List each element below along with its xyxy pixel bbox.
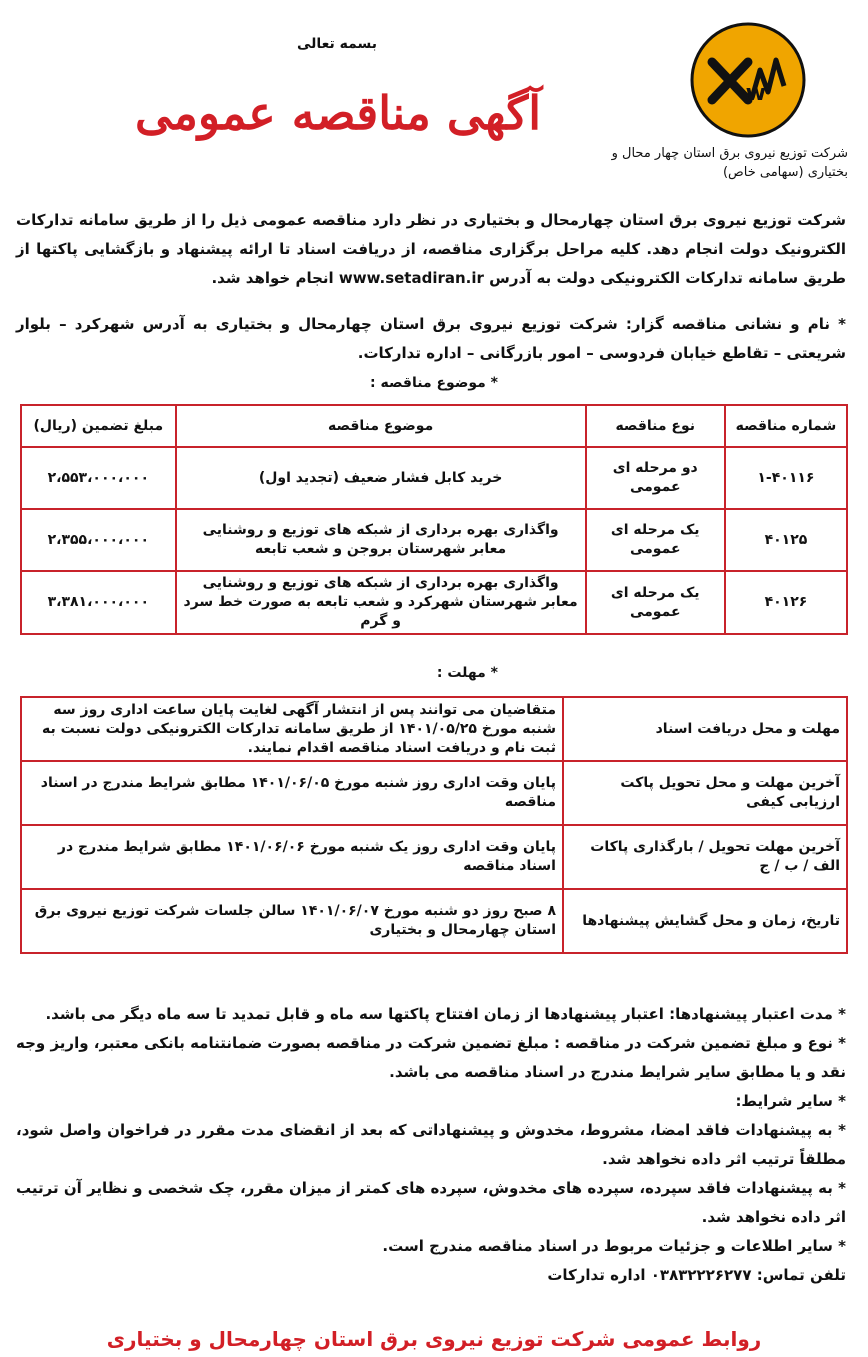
condition-item: * به پیشنهادات فاقد سپرده، سپرده های مخدوش، سپرده های کمتر از میزان مقرر، چک شخصی و نظایر آن ترتیب اثر داده نخواهد شد. <box>16 1179 846 1226</box>
deadline-value: ۸ صبح روز دو شنبه مورخ ۱۴۰۱/۰۶/۰۷ سالن جلسات شرکت توزیع نیروی برق استان چهارمحال و بختیاری <box>21 889 563 953</box>
company-logo <box>688 20 808 140</box>
cell-type: یک مرحله ای عمومی <box>586 571 725 634</box>
svg-text:w: w <box>745 81 766 106</box>
conditions-block <box>16 1000 846 1290</box>
intro-paragraph: شرکت توزیع نیروی برق استان چهارمحال و بختیاری در نظر دارد مناقصه عمومی ذیل را از طریق سامانه تدارکات الکترونیک دولت انجام دهد. کلیه مراحل برگزاری مناقصه، از دریافت اسناد تا ارائه پیشنهاد و بازگشایی پاکتها از طریق سامانه تدارکات الکترونیکی دولت به آدرس www.setadiran.ir انجام خواهد شد. <box>16 211 846 287</box>
cell-subject: واگذاری بهره برداری از شبکه های توزیع و روشنایی معابر شهرستان شهرکرد و شعب تابعه به صورت خط سرد و گرم <box>176 571 586 634</box>
footer-public-relations: روابط عمومی شرکت توزیع نیروی برق استان چهارمحال و بختیاری <box>106 1327 762 1351</box>
deadline-heading: * مهلت : <box>436 665 498 681</box>
cell-number: ۴۰۱۲۵ <box>725 509 847 571</box>
header-number: شماره مناقصه <box>725 405 847 447</box>
other-conditions-heading: * سایر شرایط: <box>735 1092 846 1110</box>
subject-heading: * موضوع مناقصه : <box>370 375 498 391</box>
guarantee-paragraph: * نوع و مبلغ تضمین شرکت در مناقصه : مبلغ تضمین شرکت در مناقصه بصورت ضمانتنامه بانکی معتبر، واریز وجه نقد و یا مطابق سایر شرایط مندرج در اسناد مناقصه می باشد. <box>16 1034 846 1081</box>
basmala: بسمه تعالی <box>296 36 378 52</box>
table-row <box>21 697 847 761</box>
cell-amount: ۲،۵۵۳،۰۰۰،۰۰۰ <box>21 447 176 509</box>
table-row <box>21 571 847 634</box>
cell-number: ۱-۴۰۱۱۶ <box>725 447 847 509</box>
cell-type: یک مرحله ای عمومی <box>586 509 725 571</box>
deadline-label: مهلت و محل دریافت اسناد <box>563 697 847 761</box>
deadline-value: متقاضیان می توانند پس از انتشار آگهی لغایت پایان ساعت اداری روز سه شنبه مورخ ۱۴۰۱/۰۵/۲۵ از طریق سامانه تدارکات الکترونیکی دولت نسبت به ثبت نام و دریافت اسناد مناقصه اقدام نمایند. <box>21 697 563 761</box>
table-header-row <box>21 405 847 447</box>
cell-amount: ۳،۳۸۱،۰۰۰،۰۰۰ <box>21 571 176 634</box>
condition-item: * به پیشنهادات فاقد امضا، مشروط، مخدوش و پیشنهاداتی که بعد از انقضای مدت مقرر در فراخوان واصل شود، مطلقاً ترتیب اثر داده نخواهد شد. <box>16 1121 846 1168</box>
header-amount: مبلغ تضمین (ریال) <box>21 405 176 447</box>
company-name: شرکت توزیع نیروی برق استان چهار محال و بختیاری (سهامی خاص) <box>611 146 848 180</box>
cell-amount: ۲،۳۵۵،۰۰۰،۰۰۰ <box>21 509 176 571</box>
table-row <box>21 761 847 825</box>
deadline-label: آخرین مهلت و محل تحویل پاکت ارزیابی کیفی <box>563 761 847 825</box>
table-row <box>21 447 847 509</box>
cell-type: دو مرحله ای عمومی <box>586 447 725 509</box>
deadline-label: آخرین مهلت تحویل / بارگذاری پاکات الف / ب / ج <box>563 825 847 889</box>
header-type: نوع مناقصه <box>586 405 725 447</box>
table-row <box>21 509 847 571</box>
cell-subject: واگذاری بهره برداری از شبکه های توزیع و روشنایی معابر شهرستان بروجن و شعب تابعه <box>176 509 586 571</box>
page-title: آگهی مناقصه عمومی <box>134 86 542 140</box>
table-row <box>21 889 847 953</box>
organizer-paragraph: * نام و نشانی مناقصه گزار: شرکت توزیع نیروی برق استان چهارمحال و بختیاری به آدرس شهرکرد – بلوار شریعتی – تقاطع خیابان فردوسی – امور بازرگانی – اداره تدارکات. <box>16 315 846 362</box>
tender-table <box>20 404 848 635</box>
deadline-table <box>20 696 848 954</box>
table-row <box>21 825 847 889</box>
deadline-value: پایان وقت اداری روز شنبه مورخ ۱۴۰۱/۰۶/۰۵ مطابق شرایط مندرج در اسناد مناقصه <box>21 761 563 825</box>
cell-number: ۴۰۱۲۶ <box>725 571 847 634</box>
cell-subject: خرید کابل فشار ضعیف (تجدید اول) <box>176 447 586 509</box>
deadline-label: تاریخ، زمان و محل گشایش پیشنهادها <box>563 889 847 953</box>
contact-phone: تلفن تماس: ۰۳۸۳۲۲۲۶۲۷۷ اداره تدارکات <box>547 1266 846 1284</box>
condition-item: * سایر اطلاعات و جزئیات مربوط در اسناد مناقصه مندرج است. <box>382 1237 846 1255</box>
header-subject: موضوع مناقصه <box>176 405 586 447</box>
validity-paragraph: * مدت اعتبار پیشنهادها: اعتبار پیشنهادها از زمان افتتاح پاکتها سه ماه و قابل تمدید تا سه ماه دیگر می باشد. <box>45 1005 846 1023</box>
deadline-value: پایان وقت اداری روز یک شنبه مورخ ۱۴۰۱/۰۶/۰۶ مطابق شرایط مندرج در اسناد مناقصه <box>21 825 563 889</box>
